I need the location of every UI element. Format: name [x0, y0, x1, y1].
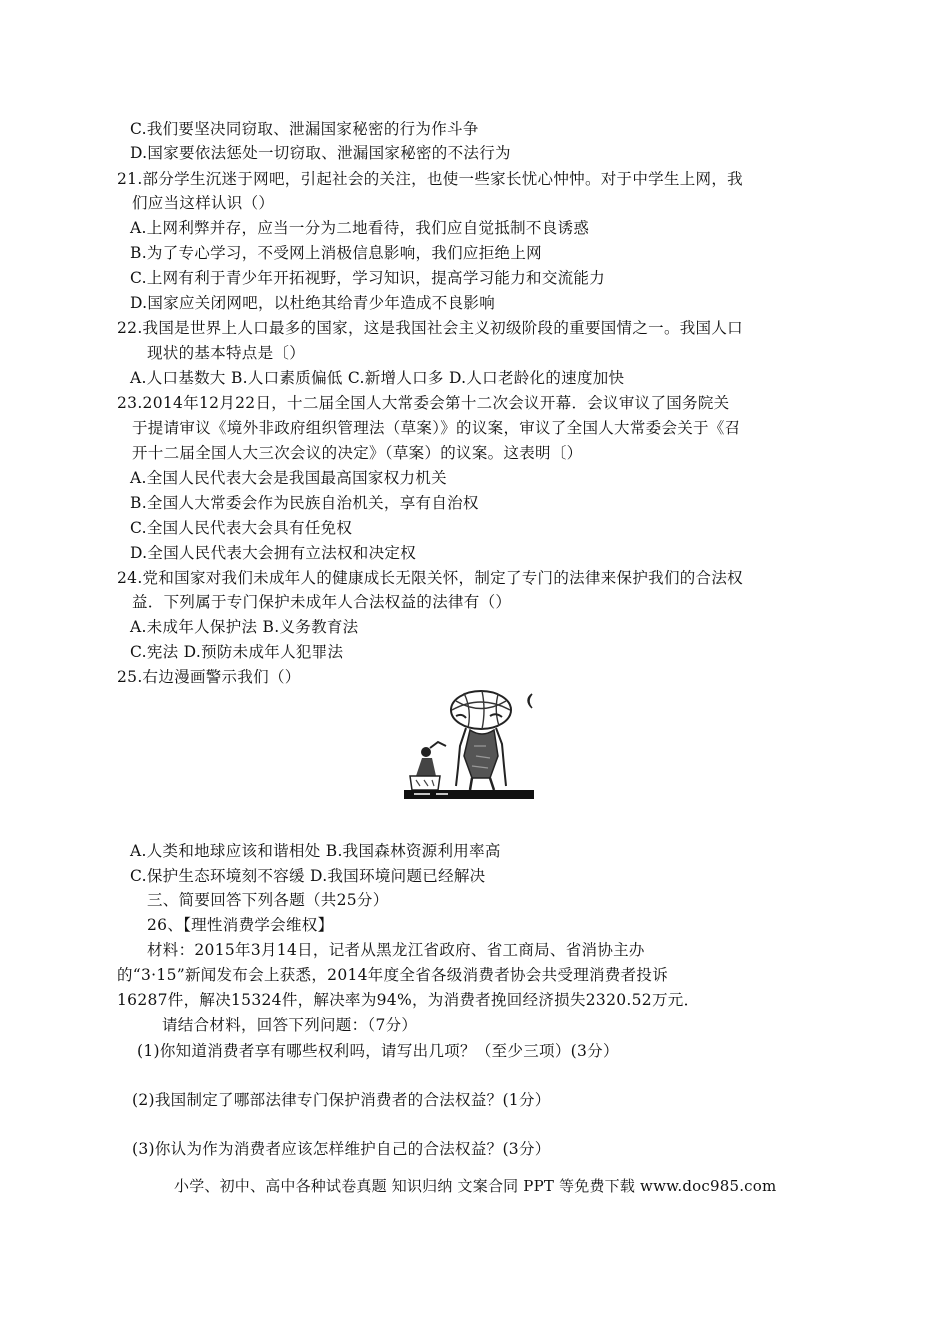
options-cd-q24: C.宪法 D.预防未成年人犯罪法 [130, 643, 344, 661]
options-cd-q25: C.保护生态环境刻不容缓 D.我国环境问题已经解决 [130, 867, 486, 885]
option-b-q21: B.为了专心学习，不受网上消极信息影响，我们应拒绝上网 [130, 244, 542, 262]
question-23-stem-cont2: 开十二届全国人大三次会议的决定》（草案）的议案。这表明〔） [132, 444, 583, 462]
question-21-stem: 21.部分学生沉迷于网吧，引起社会的关注，也使一些家长忧心忡忡。对于中学生上网，我 [117, 170, 743, 188]
question-26-instruction: 请结合材料，回答下列问题：（7分） [162, 1016, 418, 1034]
option-c-q21: C.上网有利于青少年开拓视野，学习知识，提高学习能力和交流能力 [130, 269, 606, 287]
question-26-part-1: (1)你知道消费者享有哪些权利吗，请写出几项？（至少三项）(3分） [137, 1042, 619, 1060]
option-a-q23: A.全国人民代表大会是我国最高国家权力机关 [130, 469, 447, 487]
question-26-title: 26、【理性消费学会维权】 [147, 916, 334, 934]
question-22-stem-cont: 现状的基本特点是〔） [147, 344, 306, 362]
option-c-q23: C.全国人民代表大会具有任免权 [130, 519, 353, 537]
material-line-2: 的“3·15”新闻发布会上获悉，2014年度全省各级消费者协会共受理消费者投诉 [117, 966, 669, 984]
options-q22: A.人口基数大 B.人口素质偏低 C.新增人口多 D.人口老龄化的速度加快 [130, 369, 625, 387]
option-d-q20: D.国家要依法惩处一切窃取、泄漏国家秘密的不法行为 [130, 144, 511, 162]
material-line-3: 16287件，解决15324件，解决率为94%，为消费者挽回经济损失2320.52万元． [117, 991, 700, 1009]
page-footer: 小学、初中、高中各种试卷真题 知识归纳 文案合同 PPT 等免费下载 www.doc985.com [174, 1177, 777, 1195]
question-23-stem-cont1: 于提请审议《境外非政府组织管理法（草案）》的议案，审议了全国人大常委会关于《召 [132, 419, 741, 437]
question-24-stem-cont: 益．下列属于专门保护未成年人合法权益的法律有（） [132, 593, 512, 611]
section-three-heading: 三、简要回答下列各题（共25分） [147, 891, 389, 909]
question-24-stem: 24.党和国家对我们未成年人的健康成长无限关怀，制定了专门的法律来保护我们的合法权 [117, 569, 743, 587]
option-c-q20: C.我们要坚决同窃取、泄漏国家秘密的行为作斗争 [130, 120, 479, 138]
question-23-stem: 23.2014年12月22日，十二届全国人大常委会第十二次会议开幕．会议审议了国务院关 [117, 394, 730, 412]
option-d-q21: D.国家应关闭网吧，以杜绝其给青少年造成不良影响 [130, 294, 496, 312]
options-ab-q25: A.人类和地球应该和谐相处 B.我国森林资源利用率高 [130, 842, 501, 860]
question-22-stem: 22.我国是世界上人口最多的国家，这是我国社会主义初级阶段的重要国情之一。我国人口 [117, 319, 743, 337]
cartoon-globe-figure-icon [386, 686, 546, 804]
material-line-1: 材料：2015年3月14日，记者从黑龙江省政府、省工商局、省消协主办 [147, 941, 645, 959]
question-26-part-3: (3)你认为作为消费者应该怎样维护自己的合法权益？(3分） [132, 1140, 551, 1158]
option-a-q21: A.上网利弊并存，应当一分为二地看待，我们应自觉抵制不良诱惑 [130, 219, 590, 237]
options-ab-q24: A.未成年人保护法 B.义务教育法 [130, 618, 359, 636]
question-21-stem-cont: 们应当这样认识（） [132, 194, 275, 212]
question-25-stem: 25.右边漫画警示我们（） [117, 668, 301, 686]
option-b-q23: B.全国人大常委会作为民族自治机关，享有自治权 [130, 494, 479, 512]
question-26-part-2: (2)我国制定了哪部法律专门保护消费者的合法权益？(1分） [132, 1091, 551, 1109]
option-d-q23: D.全国人民代表大会拥有立法权和决定权 [130, 544, 417, 562]
